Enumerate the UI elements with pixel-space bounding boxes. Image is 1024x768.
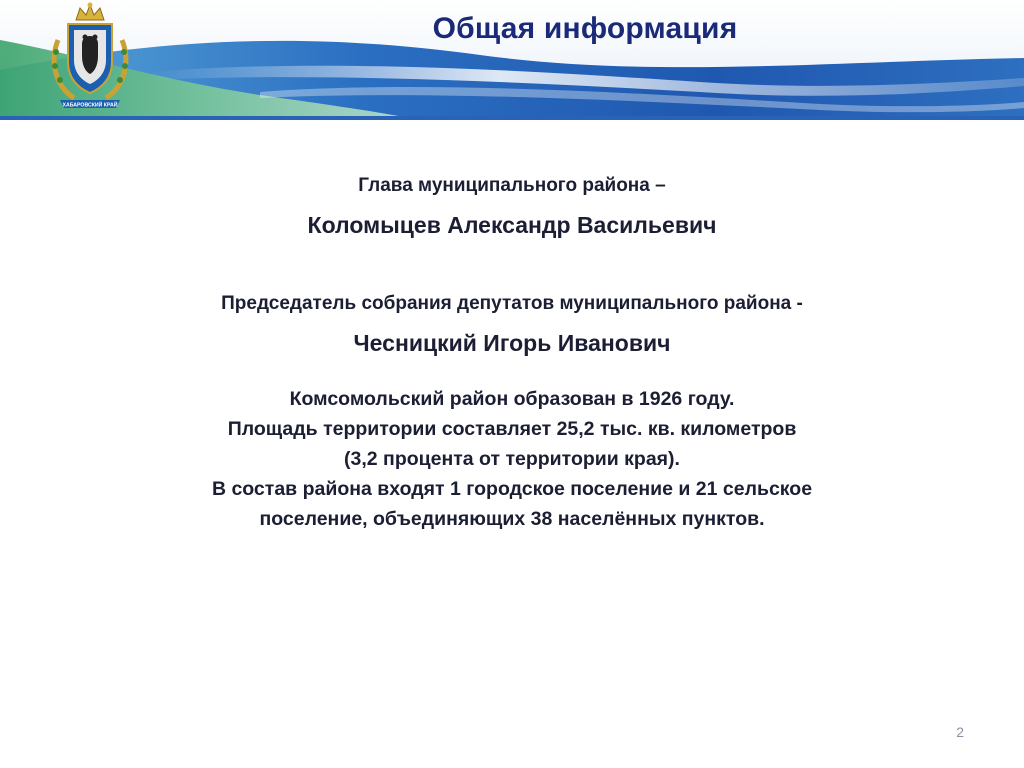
slide-title: Общая информация [432,12,738,45]
head-name: Коломыцев Александр Васильевич [307,212,717,238]
page-number: 2 [956,724,964,740]
fact-line-area-percent: (3,2 процента от территории края). [344,448,680,470]
khabarovsk-coat-of-arms-icon [40,0,140,120]
fact-line-settlements-cont: поселение, объединяющих 38 населённых пунктов. [259,508,765,530]
header-banner [0,0,1024,120]
emblem-caption: ХАБАРОВСКИЙ КРАЙ [62,102,118,109]
head-label: Глава муниципального района – [358,175,666,196]
fact-line-settlements: В состав района входят 1 городское поселение и 21 сельское [211,478,813,500]
chair-label: Председатель собрания депутатов муниципального района - [221,293,803,314]
chair-name: Чесницкий Игорь Иванович [353,330,671,356]
fact-line-area: Площадь территории составляет 25,2 тыс. кв. километров [227,418,797,440]
district-facts [0,384,1024,534]
fact-line-founded: Комсомольский район образован в 1926 году. [289,388,735,410]
